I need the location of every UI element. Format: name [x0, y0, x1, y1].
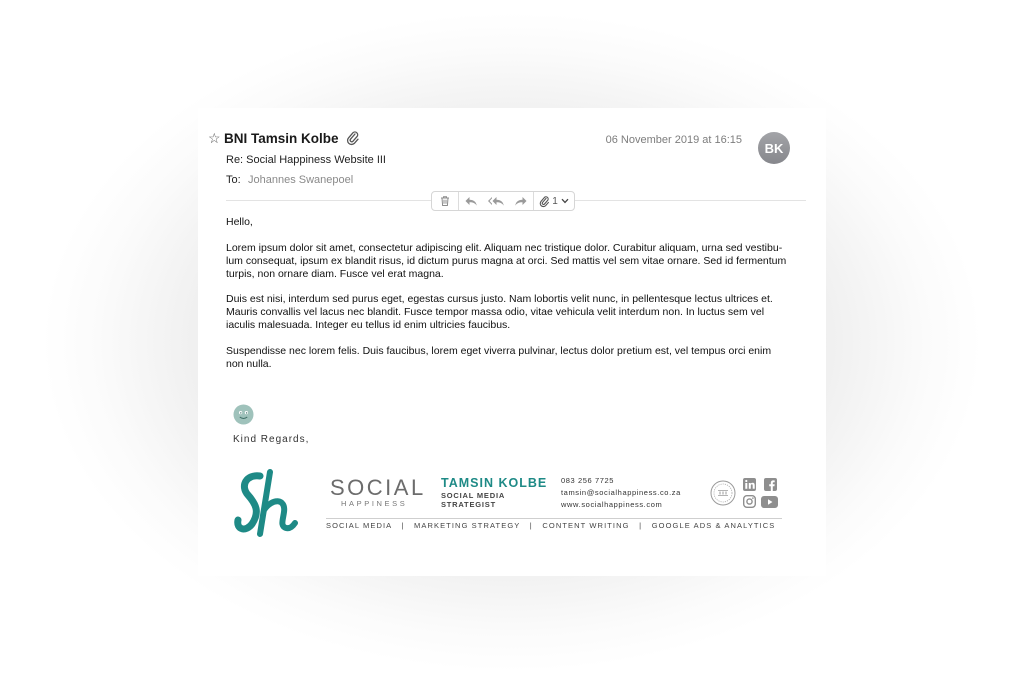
forward-icon — [514, 195, 528, 207]
service-item: SOCIAL MEDIA — [326, 521, 392, 530]
forward-button[interactable] — [509, 192, 533, 210]
chevron-down-icon — [561, 198, 569, 204]
signature-divider — [326, 518, 782, 519]
email-message-card — [198, 108, 826, 576]
signature-name: TAMSIN KOLBE — [441, 476, 548, 490]
message-toolbar — [431, 191, 575, 211]
reply-icon — [464, 195, 478, 207]
paperclip-icon — [539, 195, 550, 208]
closing-text: Kind Regards, — [233, 434, 310, 445]
paragraph-line: iaculis malesuada. Integer eu tellus id enim ultricies faucibus. — [226, 318, 511, 331]
paragraph-1 — [226, 242, 796, 280]
service-item: MARKETING STRATEGY — [414, 521, 521, 530]
recipient-name[interactable]: Johannes Swanepoel — [248, 174, 354, 186]
service-item: CONTENT WRITING — [542, 521, 630, 530]
greeting: Hello, — [226, 216, 253, 228]
linkedin-icon[interactable] — [743, 478, 756, 491]
reply-button[interactable] — [459, 192, 483, 210]
facebook-icon[interactable] — [764, 478, 777, 491]
signature-phone[interactable]: 083 256 7725 — [561, 476, 615, 485]
signature-email[interactable]: tamsin@socialhappiness.co.za — [561, 488, 681, 497]
title-line: SOCIAL MEDIA — [441, 491, 506, 500]
paragraph-line: lum consequat, ipsum ex blandit risus, id dictum purus magna at orci. Sed mattis vel sem vitae ornare. Sed id fermentum — [226, 254, 787, 267]
paragraph-line: turpis, non ornare diam. Fusce vel erat magna. — [226, 267, 444, 280]
paragraph-line: Mauris convallis vel lacus nec blandit. Fusce tempor massa odio, vitae vehicula velit interdum non. In luctus sem vel — [226, 305, 765, 318]
reply-all-icon — [487, 195, 505, 207]
signature-title — [441, 492, 531, 509]
brand-subtitle: HAPPINESS — [341, 499, 408, 508]
services-list: SOCIAL MEDIA | MARKETING STRATEGY | CONTENT WRITING | GOOGLE ADS & ANALYTICS — [326, 521, 776, 530]
to-label: To: — [226, 174, 241, 186]
paragraph-2 — [226, 293, 796, 331]
instagram-icon[interactable] — [743, 495, 756, 508]
bni-badge-icon — [710, 480, 736, 506]
delete-button[interactable] — [432, 192, 458, 210]
reply-all-button[interactable] — [483, 192, 509, 210]
avatar — [758, 132, 790, 164]
paragraph-line: Suspendisse nec lorem felis. Duis faucibus, lorem eget viverra pulvinar, lectus dolor pretium est, vel tempus orci enim — [226, 345, 772, 357]
brand-name: SOCIAL — [330, 475, 426, 500]
smiley-icon — [233, 404, 254, 425]
service-item: GOOGLE ADS & ANALYTICS — [651, 521, 776, 530]
social-happiness-logo — [230, 468, 300, 544]
attachment-count: 1 — [552, 195, 558, 207]
paragraph-line: Lorem ipsum dolor sit amet, consectetur adipiscing elit. Aliquam nec tristique dolor. Curabitur aliquam, urna sed vestibu- — [226, 242, 783, 254]
trash-icon — [439, 195, 451, 207]
paragraph-line: Duis est nisi, interdum sed purus eget, egestas cursus justo. Nam lobortis velit nunc, in pellentesque lectus ultrices et. — [226, 293, 773, 305]
paragraph-line: non nulla. — [226, 357, 272, 370]
youtube-icon[interactable] — [761, 496, 778, 508]
paperclip-icon — [346, 130, 360, 146]
signature-website[interactable]: www.socialhappiness.com — [561, 500, 663, 509]
attachments-button[interactable] — [534, 192, 574, 210]
star-icon[interactable]: ☆ — [208, 130, 221, 146]
email-subject: Re: Social Happiness Website III — [226, 154, 386, 166]
title-line: STRATEGIST — [441, 499, 496, 509]
email-date: 06 November 2019 at 16:15 — [605, 134, 742, 146]
paragraph-3 — [226, 345, 796, 371]
sender-name[interactable]: BNI Tamsin Kolbe — [224, 131, 339, 146]
avatar-initials: BK — [764, 140, 784, 156]
